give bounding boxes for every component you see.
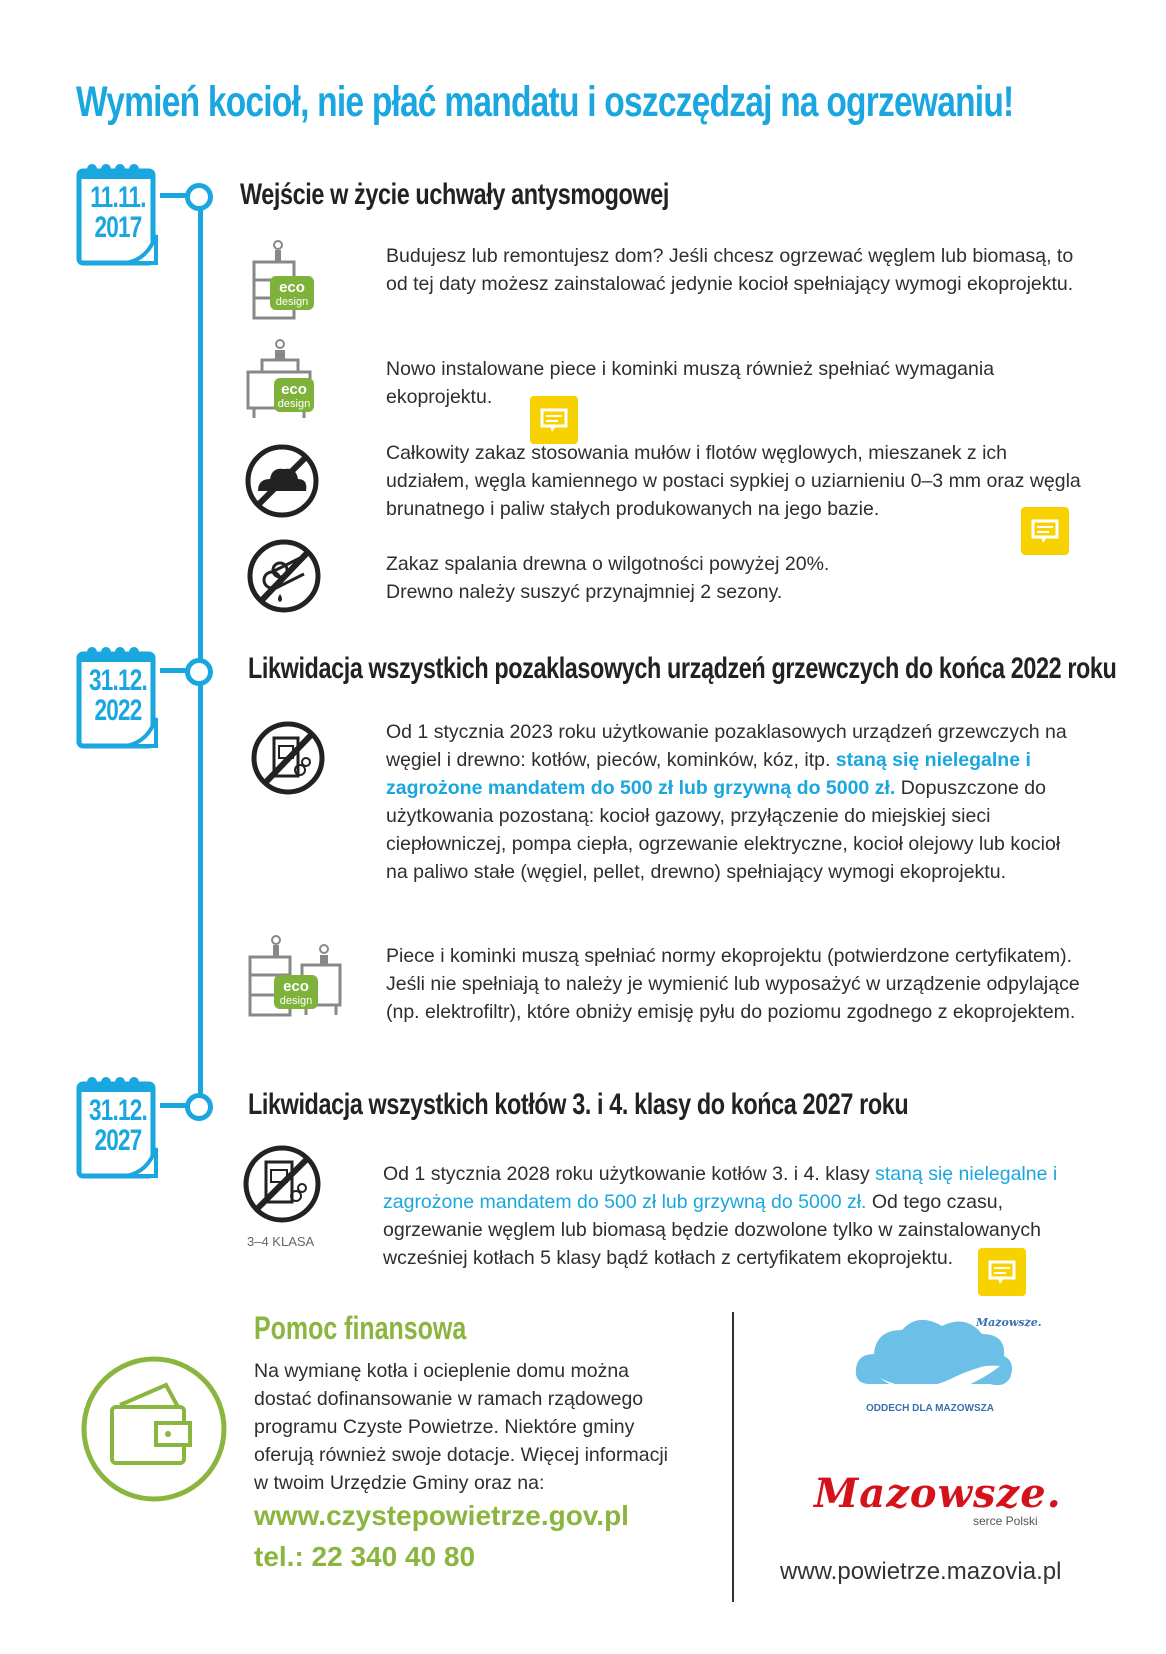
comment-note-icon[interactable]	[1021, 507, 1069, 555]
item-text	[386, 718, 1086, 886]
comment-note-icon[interactable]	[978, 1248, 1026, 1296]
item-text: Nowo instalowane piece i kominki muszą również spełniać wymagania ekoprojektu.	[386, 358, 995, 408]
item-text: Zakaz spalania drewna o wilgotności powyżej 20%. Drewno należy suszyć przynajmniej 2 sezony.	[386, 553, 830, 603]
highlight-text: staną się nielegalne i zagrożone mandatem do 500 zł lub grzywną do 5000 zł.	[383, 1163, 1058, 1213]
finance-heading: Pomoc finansowa	[254, 1310, 467, 1346]
date-year: 2022	[94, 694, 142, 727]
no-wet-wood-icon	[246, 538, 322, 619]
finance-text: Na wymianę kotła i ocieplenie domu można dostać dofinansowanie w ramach rządowego programu Czyste Powietrze. Niektóre gminy oferują również swoje dotacje. Więcej informacji w twoim Urzędzie Gminy oraz na:	[254, 1360, 669, 1494]
page-title: Wymień kocioł, nie płać mandatu i oszczędzaj na ogrzewaniu!	[76, 78, 1014, 126]
calendar-icon	[76, 646, 160, 752]
comment-note-icon[interactable]	[530, 396, 578, 444]
item-text: Piece i kominki muszą spełniać normy ekoprojektu (potwierdzone certyfikatem). Jeśli nie spełniają to należy je wymienić lub wyposażyć w urządzenie odpylające (np. elektrofiltr), które obniży emisję pyłu do poziomu zgodnego z ekoprojektem.	[386, 945, 1080, 1023]
divider	[732, 1312, 734, 1602]
section-heading: Likwidacja wszystkich kotłów 3. i 4. klasy do końca 2027 roku	[248, 1088, 909, 1121]
finance-phone[interactable]: tel.: 22 340 40 80	[254, 1541, 476, 1572]
no-coal-sludge-icon	[244, 443, 320, 524]
svg-text:eco: eco	[279, 279, 305, 296]
svg-text:eco: eco	[281, 381, 307, 398]
finance-website-link[interactable]: www.czystepowietrze.gov.pl	[254, 1500, 629, 1531]
no-old-boiler-icon	[250, 720, 326, 801]
icon-caption: 3–4 KLASA	[247, 1234, 315, 1249]
timeline-node	[185, 658, 213, 686]
timeline-node	[185, 1093, 213, 1121]
date-year: 2027	[94, 1124, 142, 1157]
svg-text:design: design	[277, 398, 311, 410]
item-text: Całkowity zakaz stosowania mułów i flotów węglowych, mieszanek z ich udziałem, węgla kamiennego w postaci sypkiej o uziarnieniu 0–3 mm oraz węgla brunatnego i paliw stałych produkowanych na jego bazie.	[386, 442, 1081, 520]
highlight-text: staną się nielegalne i zagrożone mandatem do 500 zł lub grzywną do 5000 zł.	[386, 749, 1031, 799]
date-day-month: 11.11.	[90, 181, 146, 214]
no-class-3-4-boiler-icon	[242, 1144, 322, 1229]
logo-caption: ODDECH DLA MAZOWSZA	[866, 1403, 994, 1414]
timeline-line	[198, 200, 203, 1105]
mazowsze-logo: Mazowsze.	[814, 1470, 1062, 1517]
svg-text:Mazowsze.: Mazowsze.	[976, 1316, 1042, 1329]
section-heading: Wejście w życie uchwały antysmogowej	[240, 178, 669, 211]
eco-design-boiler-icon	[248, 240, 318, 327]
text-part: Od 1 stycznia 2028 roku użytkowanie kotłów 3. i 4. klasy	[383, 1163, 876, 1185]
timeline-node	[185, 183, 213, 211]
website-link[interactable]: www.powietrze.mazovia.pl	[780, 1558, 1062, 1585]
section-heading: Likwidacja wszystkich pozaklasowych urządzeń grzewczych do końca 2022 roku	[248, 652, 1117, 685]
text-part: Od 1 stycznia 2023 roku użytkowanie pozaklasowych urządzeń grzewczych na węgiel i drewno: kotłów, pieców, kominków, kóz, itp.	[386, 721, 1067, 771]
eco-design-boiler-stove-icon	[246, 935, 346, 1024]
wallet-icon	[80, 1355, 228, 1508]
svg-text:design: design	[279, 995, 313, 1007]
brand-tagline: serce Polski	[973, 1514, 1038, 1528]
calendar-icon	[76, 1076, 160, 1182]
item-text: Budujesz lub remontujesz dom? Jeśli chcesz ogrzewać węglem lub biomasą, to od tej daty możesz zainstalować jedynie kocioł spełniający wymogi ekoprojektu.	[386, 245, 1074, 295]
eco-design-stove-icon	[244, 338, 318, 425]
date-day-month: 31.12.	[88, 664, 148, 697]
text-part: Dopuszczone do użytkowania pozostaną: kocioł gazowy, przyłączenie do miejskiej sieci ciepłowniczej, pompa ciepła, ogrzewanie elektryczne, kocioł olejowy lub kocioł na paliwo stałe (węgiel, pellet, drewno) spełniający wymogi ekoprojektu.	[386, 777, 1061, 883]
calendar-icon	[76, 163, 160, 269]
svg-text:design: design	[275, 296, 309, 308]
date-year: 2017	[94, 211, 142, 244]
text-part: Od tego czasu, ogrzewanie węglem lub biomasą będzie dozwolone tylko w zainstalowanych wcześniej kotłach 5 klasy bądź kotłach z certyfikatem ekoprojektu.	[383, 1191, 1041, 1269]
date-day-month: 31.12.	[88, 1094, 148, 1127]
svg-text:eco: eco	[283, 978, 309, 995]
